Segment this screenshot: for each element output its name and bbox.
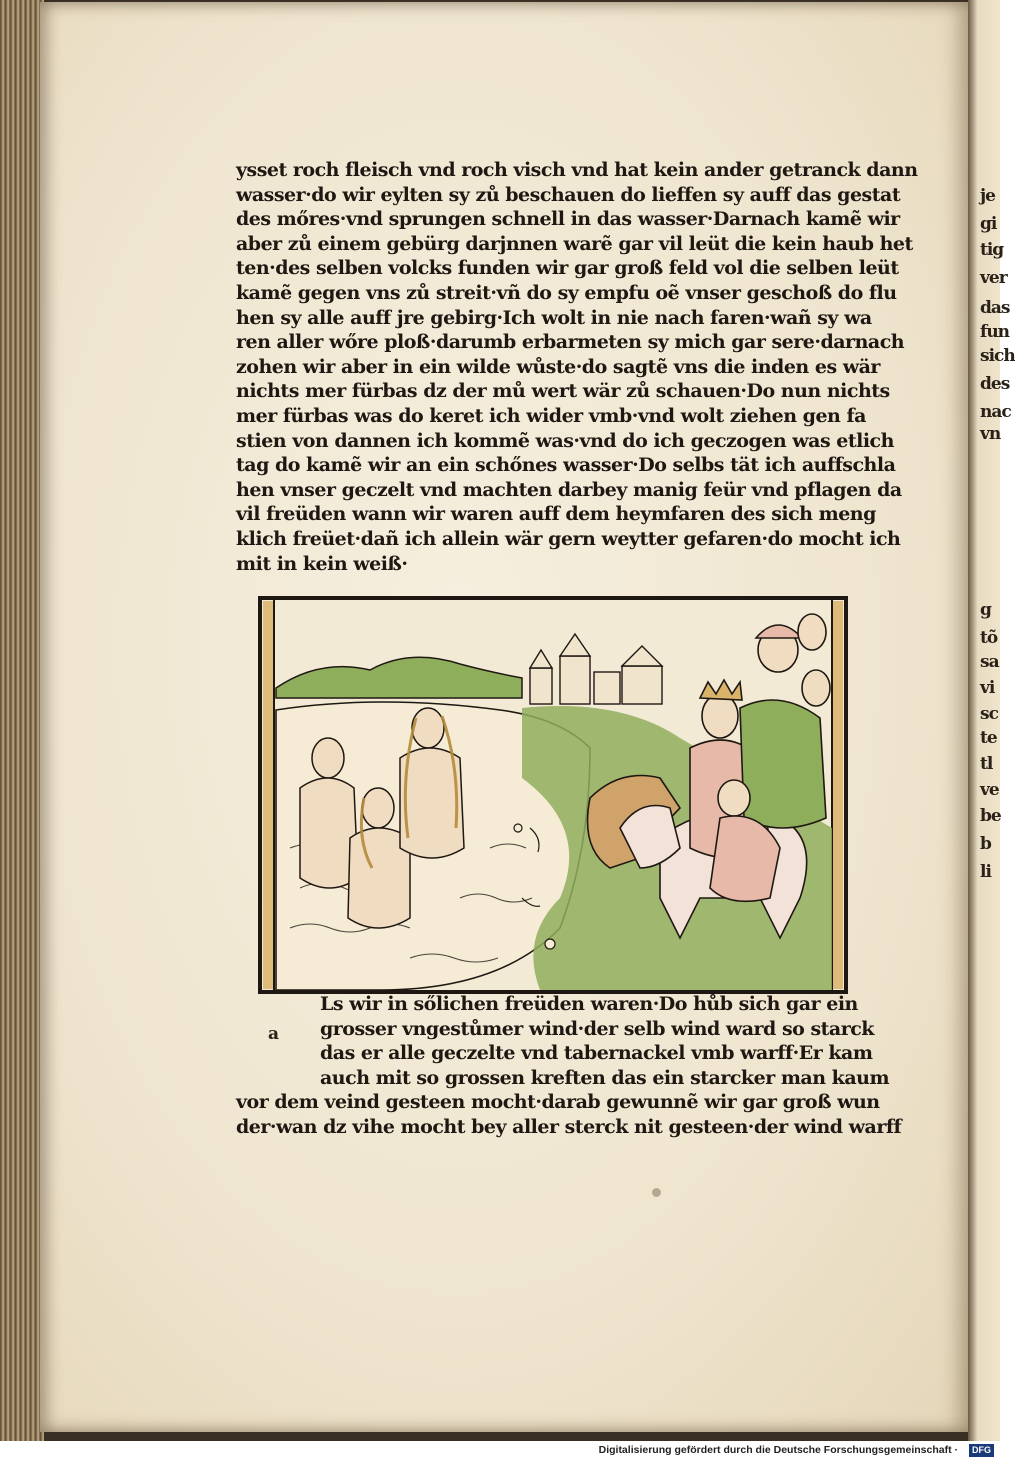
facing-page-fragment: fun xyxy=(980,322,1010,342)
text-line: tag do kamẽ wir an ein schőnes wasser·Do selbs tät ich auffschla xyxy=(236,454,896,477)
footer-credit: Digitalisierung gefördert durch die Deutsche Forschungsgemeinschaft · xyxy=(598,1444,958,1456)
facing-page-fragment: tõ xyxy=(980,628,998,648)
facing-page-fragment: g xyxy=(980,600,991,620)
text-line: aber zů einem gebürg darjnnen warẽ gar vil leüt die kein haub het xyxy=(236,232,913,255)
text-line: klich freüet·dañ ich allein wär gern weytter gefaren·do mocht ich xyxy=(236,527,901,550)
text-line: hen vnser geczelt vnd machten darbey manig feür vnd pflagen da xyxy=(236,478,902,501)
facing-page-fragment: das xyxy=(980,298,1010,318)
body-text-block xyxy=(236,158,918,576)
facing-page-fragment: tig xyxy=(980,240,1004,260)
text-line: grosser vngestůmer wind·der selb wind ward so starck xyxy=(320,1017,874,1040)
page-stain xyxy=(652,1188,661,1197)
text-line: ten·des selben volcks funden wir gar groß feld vol die selben leüt xyxy=(236,257,899,280)
facing-page-fragment: vi xyxy=(980,678,995,698)
text-line: vor dem veind gesteen mocht·darab gewunnẽ wir gar groß wun xyxy=(236,1091,880,1114)
facing-page-fragment: gi xyxy=(980,214,997,234)
facing-page-fragment: sa xyxy=(980,652,999,672)
facing-page-fragment: be xyxy=(980,806,1001,826)
text-line: mer fürbas was do keret ich wider vmb·vnd wolt ziehen gen fa xyxy=(236,404,866,427)
text-line: zohen wir aber in ein wilde wůste·do sagtẽ vns die inden es wär xyxy=(236,355,880,378)
text-line: des mőres·vnd sprungen schnell in das wasser·Darnach kamẽ wir xyxy=(236,208,900,231)
woodcut-illustration xyxy=(260,598,846,992)
facing-page-fragment: vn xyxy=(980,424,1001,444)
page-edges xyxy=(0,0,44,1441)
text-line: wasser·do wir eylten sy zů beschauen do lieffen sy auff das gestat xyxy=(236,183,901,206)
text-line: der·wan dz vihe mocht bey aller sterck nit gesteen·der wind warff xyxy=(236,1115,902,1138)
text-line: vil freüden wann wir waren auff dem heymfaren des sich meng xyxy=(236,503,876,526)
facing-page-fragment: sich xyxy=(980,346,1015,366)
text-line: Ls wir in sőlichen freüden waren·Do hůb sich gar ein xyxy=(320,993,858,1015)
facing-page-fragment: b xyxy=(980,834,991,854)
facing-page-fragment: te xyxy=(980,728,997,748)
facing-page-fragment: ve xyxy=(980,780,999,800)
facing-page-fragment: ver xyxy=(980,268,1007,288)
lower-text-block xyxy=(236,992,902,1140)
text-line: ren aller wőre ploß·darumb erbarmeten sy mich gar sere·darnach xyxy=(236,331,905,354)
facing-page-fragment: li xyxy=(980,862,991,882)
text-line: das er alle geczelte vnd tabernackel vmb warff·Er kam xyxy=(320,1042,873,1065)
text-line: auch mit so grossen kreften das ein starcker man kaum xyxy=(320,1066,890,1089)
facing-page-fragment: je xyxy=(980,186,995,206)
footer-bar xyxy=(0,1441,1000,1461)
facing-page-edge xyxy=(968,0,1015,1441)
facing-page-fragment: tl xyxy=(980,754,993,774)
marginal-letter: a xyxy=(268,1024,280,1044)
text-line: hen sy alle auff jre gebirg·Ich wolt in nie nach faren·wañ sy wa xyxy=(236,306,872,329)
text-line: ysset roch fleisch vnd roch visch vnd hat kein ander getranck dann xyxy=(236,159,918,181)
text-line: stien von dannen ich kommẽ was·vnd do ich geczogen was etlich xyxy=(236,429,894,452)
facing-page-fragment: des xyxy=(980,374,1010,394)
text-line: kamẽ gegen vns zů streit·vñ do sy empfu oẽ vnser geschoß do flu xyxy=(236,281,897,304)
text-line: nichts mer fürbas dz der mů wert wär zů schauen·Do nun nichts xyxy=(236,380,890,403)
dfg-logo: DFG xyxy=(969,1444,994,1457)
text-line: mit in kein weiß· xyxy=(236,552,408,575)
facing-page-fragment: nac xyxy=(980,402,1011,422)
facing-page-fragment: sc xyxy=(980,704,998,724)
